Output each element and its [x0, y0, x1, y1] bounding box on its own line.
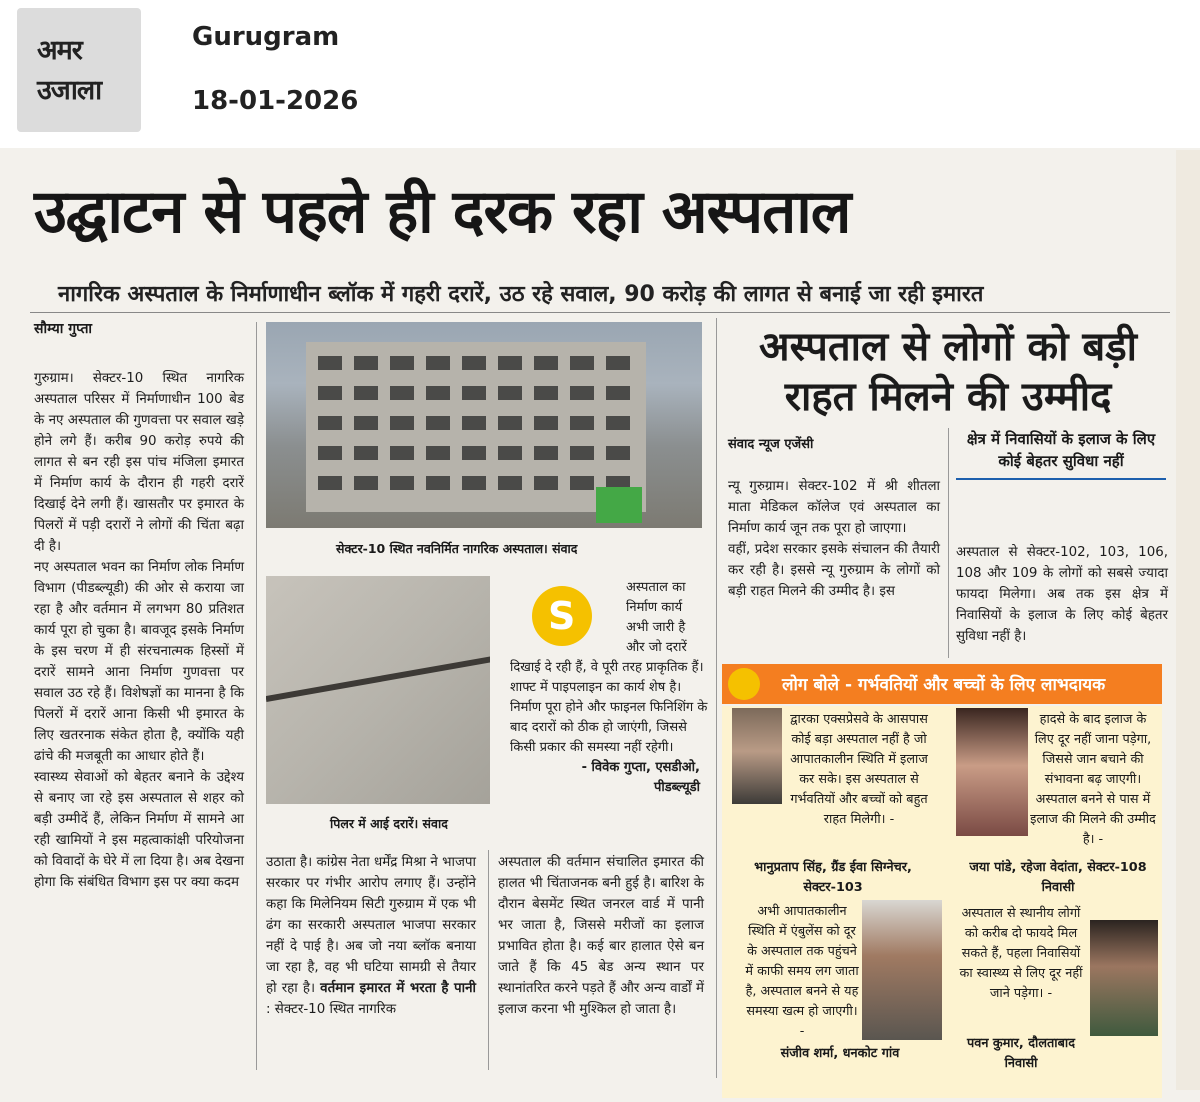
avatar — [1090, 920, 1158, 1036]
main-headline: उद्घाटन से पहले ही दरक रहा अस्पताल — [34, 177, 851, 247]
voice-name: संजीव शर्मा, धनकोट गांव — [780, 1046, 900, 1061]
building-window — [534, 386, 558, 400]
building-window — [606, 446, 630, 460]
building-window — [606, 386, 630, 400]
app-header — [0, 0, 1200, 148]
building-window — [462, 356, 486, 370]
building-window — [570, 386, 594, 400]
pillar-crack-photo — [266, 576, 490, 804]
building-window — [462, 416, 486, 430]
byline: सौम्या गुप्ता — [34, 321, 93, 337]
voice-text: अस्पताल से स्थानीय लोगों को करीब दो फायदे मिल सकते हैं, पहला निवासियों का स्वास्थ्य से लिए दूर नहीं जाने पड़ेगा। - — [959, 906, 1083, 1001]
adjacent-article-edge — [1176, 150, 1200, 1090]
building-window — [318, 476, 342, 490]
voices-banner — [722, 664, 1162, 704]
building-window — [390, 446, 414, 460]
building-window — [570, 476, 594, 490]
building-window — [426, 356, 450, 370]
building-window — [462, 476, 486, 490]
quote-line: अस्पताल का — [626, 580, 686, 595]
building-window — [354, 476, 378, 490]
paragraph: न्यू गुरुग्राम। सेक्टर-102 में श्री शीतला माता मेडिकल कॉलेज एवं अस्पताल का निर्माण कार्य जून तक पूरा हो जाएगा। — [728, 479, 940, 536]
paragraph: उठाता है। कांग्रेस नेता धर्मेंद्र मिश्रा ने भाजपा सरकार पर गंभीर आरोप लगाए हैं। उन्होंने कहा कि मिलेनियम सिटी गुरुग्राम में एक भी ढंग का सरकारी अस्पताल भाजपा सरकार नहीं दे पाई है। अब जो नया ब्लॉक बनाया जा रहा है, वह भी घटिया सामग्री से तैयार हो रहा है। — [266, 855, 476, 996]
building-window — [534, 446, 558, 460]
building-window — [498, 356, 522, 370]
building-window — [426, 446, 450, 460]
building-window — [390, 416, 414, 430]
building-window — [390, 356, 414, 370]
quote-icon — [728, 668, 760, 700]
crack-line — [266, 656, 490, 702]
building-window — [534, 476, 558, 490]
voice-name: भानुप्रताप सिंह, ग्रैंड ईवा सिग्नेचर, सेक्टर-103 — [754, 860, 912, 895]
section-rule — [716, 318, 717, 1078]
side-headline-line: अस्पताल से लोगों को बड़ी — [759, 324, 1137, 370]
quote-body: दिखाई दे रही हैं, वे पूरी तरह प्राकृतिक हैं। शाफ्ट में पाइपलाइन का कार्य शेष है। निर्माण पूरा होने और फाइनल फिनिशिंग के बाद दरारों को ठीक हो जाएंगी, जिससे किसी प्रकार की समस्या नहीं रहेगी। — [510, 660, 708, 755]
building-window — [570, 446, 594, 460]
building-window — [318, 356, 342, 370]
article-column-2 — [266, 852, 476, 1020]
column-rule — [256, 322, 257, 1070]
column-rule — [948, 428, 949, 658]
paragraph: नए अस्पताल भवन का निर्माण लोक निर्माण विभाग (पीडब्ल्यूडी) की ओर से कराया जा रहा है और वर्तमान में लगभग 80 प्रतिशत कार्य पूरा हो चुका है। बावजूद इसके निर्माण के इस चरण में ही संरचनात्मक हिस्सों में दरारें सामने आना निर्माण गुणवत्ता पर सवाल उठ रहे हैं। विशेषज्ञों का मानना है कि पिलरों में दरारें आना किसी भी इमारत के लिए खतरनाक संकेत होता है, क्योंकि यही ढांचे की मजबूती का आधार होते हैं। — [34, 560, 244, 764]
building-window — [354, 356, 378, 370]
article-column-3 — [498, 852, 704, 1020]
building-window — [426, 416, 450, 430]
pull-quote: क्षेत्र में निवासियों के इलाज के लिए कोई बेहतर सुविधा नहीं — [956, 428, 1166, 480]
paragraph: स्वास्थ्य सेवाओं को बेहतर बनाने के उद्देश्य से बनाए जा रहे इस अस्पताल से शहर को बड़ी उम्मीदें हैं, लेकिन निर्माण में सामने आ रही खामियों ने इस महत्वाकांक्षी परियोजना को विवादों के घेरे में ला दिया है। अब देखना होगा कि संबंधित विभाग इस पर क्या कदम — [34, 770, 244, 890]
voice-text: हादसे के बाद इलाज के लिए दूर नहीं जाना पड़ेगा, जिससे जान बचाने की संभावना बढ़ जाएगी। अस्पताल बनने से पास में इलाज की मिलने की उम्मीद है। - — [1030, 712, 1156, 847]
building-window — [390, 386, 414, 400]
building-window — [354, 416, 378, 430]
hospital-building-photo — [266, 322, 702, 528]
avatar — [956, 708, 1028, 836]
quote-signature: - विवेक गुप्ता, एसडीओ, — [581, 760, 700, 775]
quote-line: निर्माण कार्य — [626, 600, 683, 615]
building-window — [462, 446, 486, 460]
building-window — [318, 386, 342, 400]
column-rule — [488, 850, 489, 1070]
building-window — [498, 476, 522, 490]
building-window — [318, 446, 342, 460]
photo-caption: सेक्टर-10 स्थित नवनिर्मित नागरिक अस्पताल। संवाद — [336, 541, 578, 556]
amar-ujala-logo — [17, 8, 141, 132]
logo-line-1: अमर — [37, 35, 82, 66]
edition-city: Gurugram — [192, 22, 340, 52]
photo-caption: पिलर में आई दरारें। संवाद — [330, 816, 448, 831]
voice-name: पवन कुमार, दौलताबाद निवासी — [966, 1036, 1076, 1071]
building-window — [534, 356, 558, 370]
building-window — [318, 416, 342, 430]
side-headline — [728, 322, 1168, 422]
building-window — [354, 386, 378, 400]
official-quote — [500, 578, 710, 798]
building-window — [498, 446, 522, 460]
building-window — [606, 416, 630, 430]
quote-line: अभी जारी है — [626, 620, 686, 635]
building-window — [462, 386, 486, 400]
paragraph: : सेक्टर-10 स्थित नागरिक — [266, 1002, 396, 1017]
voice-text: द्वारका एक्सप्रेसवे के आसपास कोई बड़ा अस्पताल नहीं है जो आपातकालीन स्थिति में इलाज कर सके। इस अस्पताल से गर्भवतियों और बच्चों को बहुत राहत मिलेगी। - — [790, 712, 928, 827]
paragraph: अस्पताल की वर्तमान संचालित इमारत की हालत भी चिंताजनक बनी हुई है। बारिश के दौरान बेसमेंट स्थित जनरल वार्ड में पानी भर जाता है, जिससे मरीजों का इलाज प्रभावित होता है। कई बार हालात ऐसे बन जाते हैं कि 45 बेड अन्य स्थान पर स्थानांतरित करने पड़ते हैं और अन्य वार्डों में इलाज करना भी मुश्किल हो जाता है। — [498, 855, 704, 1017]
building-window — [354, 446, 378, 460]
paragraph: गुरुग्राम। सेक्टर-10 स्थित नागरिक अस्पताल परिसर में निर्माणाधीन 100 बेड के नए अस्पताल की गुणवत्ता पर सवाल खड़े होने लगे हैं। करीब 90 करोड़ रुपये की लागत से बन रही इस पांच मंजिला इमारत में निर्माण कार्य के दौरान ही गहरी दरारें दिखाई देने लगी हैं। खासतौर पर इमारत के पिलरों में पड़ी दरारों ने लोगों की चिंता बढ़ा दी है। — [34, 371, 244, 554]
building-shape — [306, 342, 646, 512]
side-headline-line: राहत मिलने की उम्मीद — [784, 374, 1112, 420]
avatar — [732, 708, 782, 804]
quote-line: और जो दरारें — [626, 640, 687, 655]
paragraph: अस्पताल से सेक्टर-102, 103, 106, 108 और 109 के लोगों को सबसे ज्यादा फायदा मिलेगा। अब तक इस क्षेत्र में निवासियों के इलाज के लिए कोई बेहतर सुविधा नहीं है। — [956, 545, 1168, 644]
building-window — [570, 356, 594, 370]
green-net — [596, 487, 642, 523]
logo-line-2: उजाला — [37, 75, 102, 106]
voice-name: जया पांडे, रहेजा वेदांता, सेक्टर-108 निवासी — [969, 860, 1147, 895]
sub-headline: नागरिक अस्पताल के निर्माणाधीन ब्लॉक में गहरी दरारें, उठ रहे सवाल, 90 करोड़ की लागत से बनाई जा रही इमारत — [58, 282, 984, 307]
voice-text: अभी आपातकालीन स्थिति में एंबुलेंस को दूर के अस्पताल तक पहुंचने में काफी समय लग जाता है, अस्पताल बनने से यह समस्या खत्म हो जाएगी। - — [745, 904, 859, 1039]
building-window — [390, 476, 414, 490]
building-window — [426, 386, 450, 400]
edition-date: 18-01-2026 — [192, 86, 359, 116]
article-column-1 — [34, 368, 244, 893]
building-window — [570, 416, 594, 430]
building-window — [426, 476, 450, 490]
quote-signature-title: पीडब्ल्यूडी — [653, 780, 700, 795]
building-window — [498, 416, 522, 430]
paragraph: वहीं, प्रदेश सरकार इसके संचालन की तैयारी कर रही है। इससे न्यू गुरुग्राम के लोगों को बड़ी राहत मिलने की उम्मीद है। इस — [728, 542, 940, 599]
building-window — [534, 416, 558, 430]
building-window — [606, 356, 630, 370]
building-window — [498, 386, 522, 400]
agency-credit: संवाद न्यूज एजेंसी — [728, 437, 814, 452]
avatar — [862, 900, 942, 1040]
divider — [30, 312, 1170, 313]
side-column-1 — [728, 476, 940, 602]
subsection-heading: वर्तमान इमारत में भरता है पानी — [320, 981, 476, 996]
voices-title: लोग बोले - गर्भवतियों और बच्चों के लिए लाभदायक — [782, 675, 1106, 695]
side-column-2 — [956, 542, 1168, 647]
